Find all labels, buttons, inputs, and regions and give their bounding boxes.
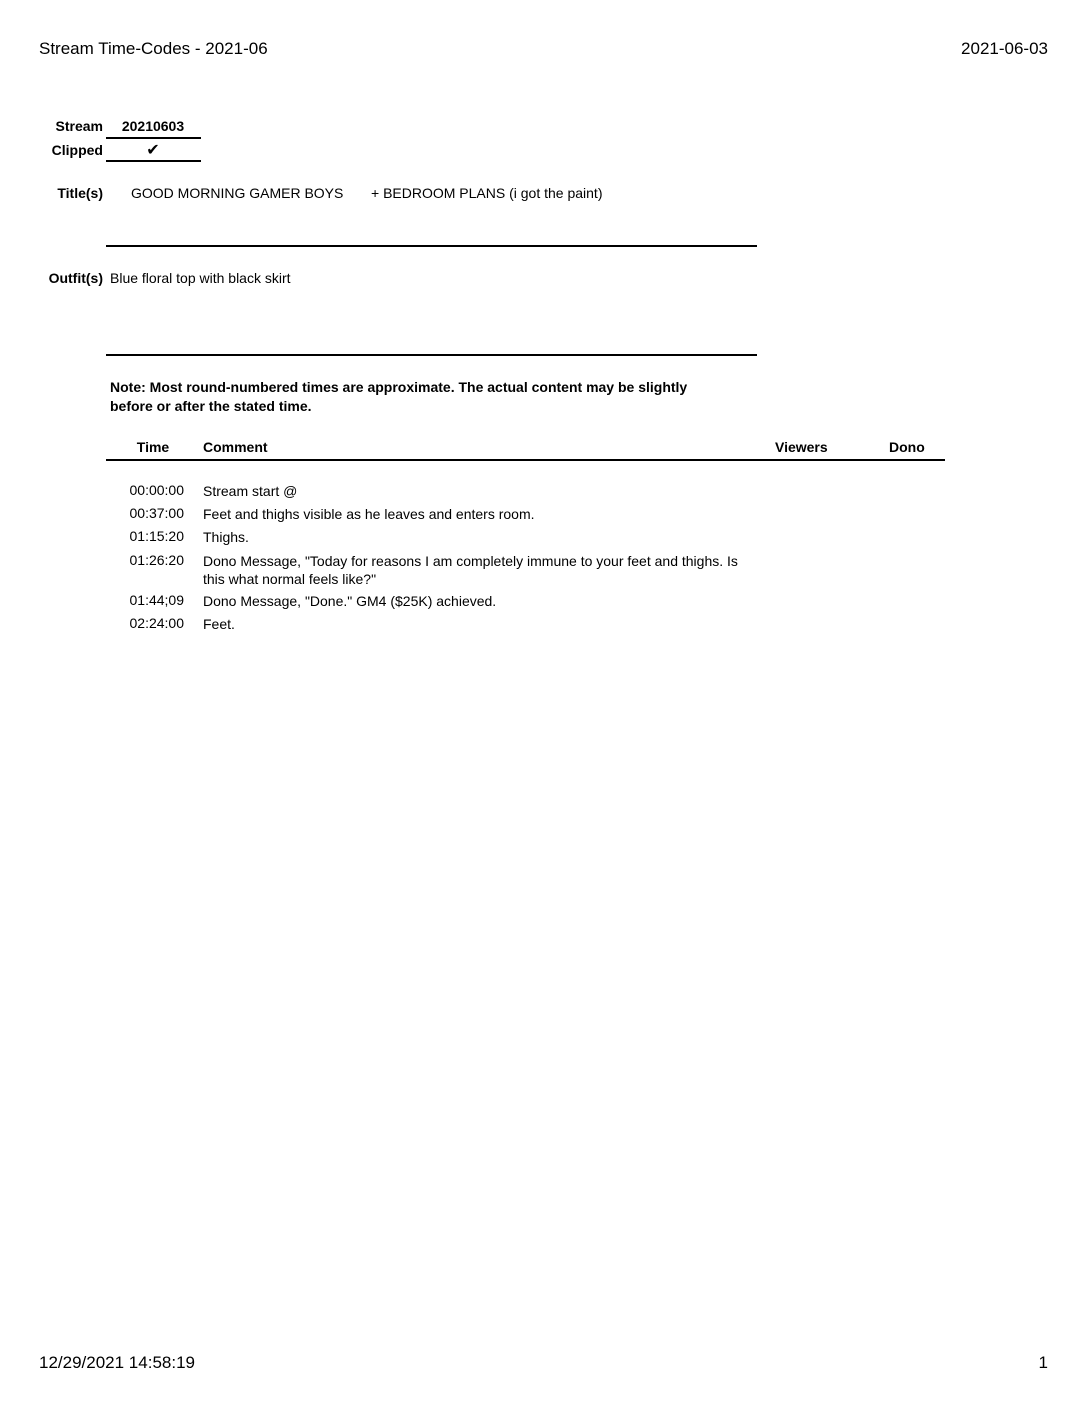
col-header-time: Time [136, 439, 170, 455]
row-comment: Dono Message, "Today for reasons I am completely immune to your feet and thighs. Is this what normal feels like?" [203, 553, 738, 587]
titles-label: Title(s) [57, 185, 103, 201]
row-comment: Stream start @ [203, 483, 298, 499]
row-time: 02:24:00 [129, 615, 184, 631]
row-time: 01:15:20 [129, 528, 184, 544]
row-comment: Thighs. [203, 529, 249, 545]
outfits-label: Outfit(s) [48, 270, 103, 286]
note: Note: Most round-numbered times are approximate. The actual content may be slightly before or after the stated time. [110, 379, 688, 414]
header-date: 2021-06-03 [961, 39, 1048, 58]
page-title: Stream Time-Codes - 2021-06 [39, 39, 268, 58]
row-comment: Feet and thighs visible as he leaves and enters room. [203, 506, 535, 522]
clipped-label: Clipped [51, 142, 103, 158]
row-comment: Feet. [203, 616, 235, 632]
page-number: 1 [1038, 1353, 1048, 1372]
row-time: 00:00:00 [129, 482, 184, 498]
stream-underline [106, 137, 201, 139]
col-header-comment: Comment [203, 439, 268, 455]
row-time: 01:44;09 [129, 592, 184, 608]
stream-value: 20210603 [121, 118, 185, 134]
clipped-underline [106, 160, 201, 162]
row-time: 01:26:20 [129, 552, 184, 568]
title-2: + BEDROOM PLANS (i got the paint) [371, 185, 603, 201]
titles-rule [106, 245, 757, 247]
title-1: GOOD MORNING GAMER BOYS [131, 185, 344, 201]
footer-timestamp: 12/29/2021 14:58:19 [39, 1353, 195, 1372]
outfits-rule [106, 354, 757, 356]
row-time: 00:37:00 [129, 505, 184, 521]
clipped-check-icon: ✔ [146, 142, 160, 159]
stream-label: Stream [55, 118, 103, 134]
outfit-value: Blue floral top with black skirt [110, 270, 291, 286]
col-header-dono: Dono [889, 439, 925, 455]
col-header-viewers: Viewers [775, 439, 828, 455]
table-header-rule [106, 459, 945, 461]
row-comment: Dono Message, "Done." GM4 ($25K) achieved. [203, 593, 497, 609]
